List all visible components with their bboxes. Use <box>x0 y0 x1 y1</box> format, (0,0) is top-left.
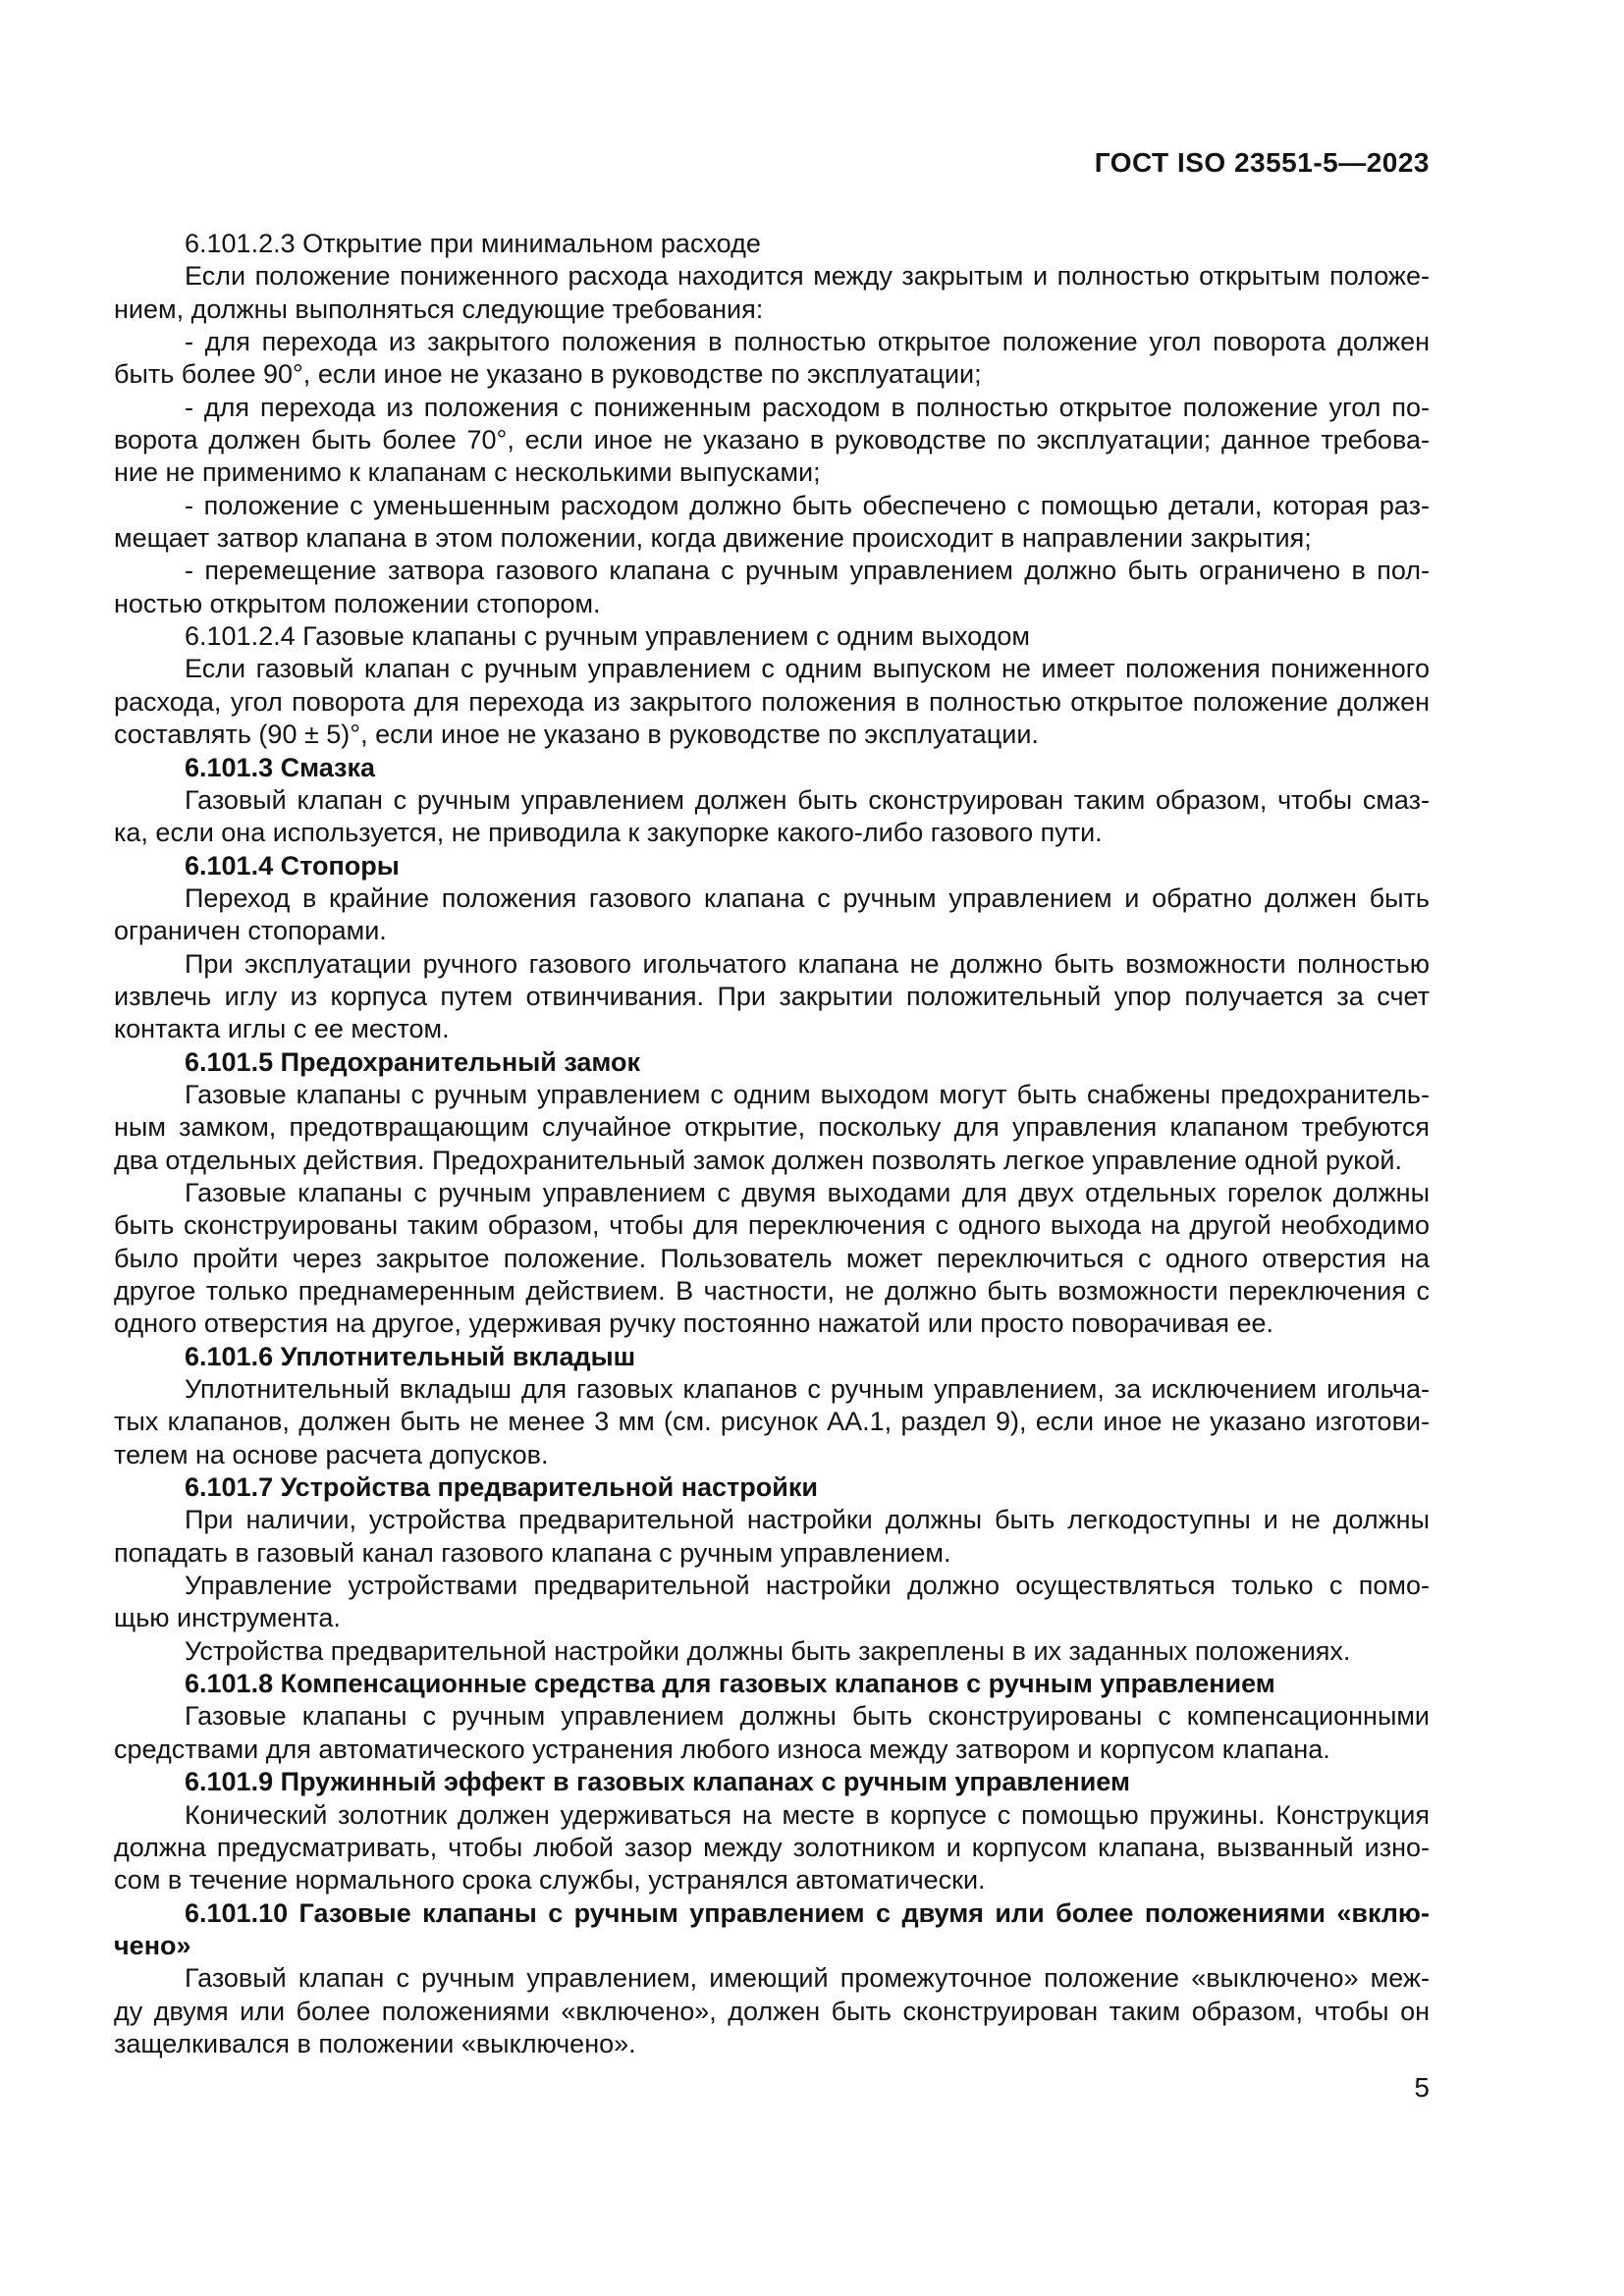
text-line: Уплотнительный вкладыш для газовых клапанов с ручным управлением, за исключением игольча- <box>185 1374 1430 1405</box>
text-line: составлять (90 ± 5)°, если иное не указано в руководстве по эксплуатации. <box>114 720 1039 750</box>
text-line: было пройти через закрытое положение. Пользователь может переключиться с одного отверстия на <box>114 1243 1430 1273</box>
document-body <box>114 228 1430 2060</box>
text-line: попадать в газовый канал газового клапана с ручным управлением. <box>114 1537 951 1568</box>
clause-heading: 6.101.2.3 Открытие при минимальном расходе <box>185 229 761 258</box>
text-line: Управление устройствами предварительной настройки должно осуществляться только с помо- <box>185 1571 1430 1601</box>
text-line: защелкивался в положении «выключено». <box>114 2028 636 2058</box>
text-line: телем на основе расчета допусков. <box>114 1439 549 1469</box>
text-line: другое только преднамеренным действием. В частности, не должно быть возможности переключения с <box>114 1276 1430 1306</box>
page-number: 5 <box>1414 2072 1430 2103</box>
text-line: нием, должны выполняться следующие требования: <box>114 294 764 324</box>
clause-heading: 6.101.4 Стопоры <box>185 850 400 881</box>
clause-heading: 6.101.8 Компенсационные средства для газовых клапанов с ручным управлением <box>185 1669 1275 1699</box>
text-line: ограничен стопорами. <box>114 916 387 946</box>
text-line: ка, если она используется, не приводила к закупорке какого-либо газового пути. <box>114 818 1103 848</box>
text-line: Газовые клапаны с ручным управлением с одним выходом могут быть снабжены предохранитель- <box>185 1079 1430 1109</box>
text-line: ние не применимо к клапанам с несколькими выпусками; <box>114 457 821 488</box>
clause-heading: 6.101.2.4 Газовые клапаны с ручным управлением с одним выходом <box>185 621 1030 652</box>
text-line: - положение с уменьшенным расходом должно быть обеспечено с помощью детали, которая раз- <box>185 490 1430 520</box>
clause-heading: 6.101.3 Смазка <box>185 752 375 782</box>
text-line: тых клапанов, должен быть не менее 3 мм (см. рисунок АА.1, раздел 9), если иное не указано изготови- <box>114 1407 1430 1437</box>
clause-heading: 6.101.9 Пружинный эффект в газовых клапанах с ручным управлением <box>185 1767 1130 1797</box>
text-line: расхода, угол поворота для перехода из закрытого положения в полностью открытое положение должен <box>114 686 1430 717</box>
text-line: быть сконструированы таким образом, чтобы для переключения с одного выхода на другой необходимо <box>114 1210 1430 1241</box>
clause-heading: 6.101.10 Газовые клапаны с ручным управлением с двумя или более положениями «вклю- <box>185 1897 1430 1928</box>
clause-heading: 6.101.6 Уплотнительный вкладыш <box>185 1341 636 1371</box>
text-line: - перемещение затвора газового клапана с ручным управлением должно быть ограничено в пол- <box>185 556 1430 586</box>
text-line: извлечь иглу из корпуса путем отвинчивания. При закрытии положительный упор получается за счет <box>114 981 1430 1011</box>
text-line: Конический золотник должен удерживаться на месте в корпусе с помощью пружины. Конструкция <box>185 1799 1430 1830</box>
text-line: Газовые клапаны с ручным управлением с двумя выходами для двух отдельных горелок должны <box>185 1177 1430 1207</box>
text-line: ворота должен быть более 70°, если иное не указано в руководстве по эксплуатации; данное требова- <box>114 425 1430 455</box>
clause-heading: чено» <box>114 1930 191 1960</box>
text-line: Если газовый клапан с ручным управлением с одним выпуском не имеет положения пониженного <box>185 654 1430 684</box>
text-line: одного отверстия на другое, удерживая ручку постоянно нажатой или просто поворачивая ее. <box>114 1308 1273 1339</box>
text-line: Газовые клапаны с ручным управлением должны быть сконструированы с компенсационными <box>185 1701 1430 1732</box>
text-line: Газовый клапан с ручным управлением, имеющий промежуточное положение «выключено» меж- <box>185 1963 1430 1994</box>
text-line: сом в течение нормального срока службы, устранялся автоматически. <box>114 1865 986 1896</box>
clause-heading: 6.101.7 Устройства предварительной настройки <box>185 1472 818 1503</box>
text-line: ностью открытом положении стопором. <box>114 588 601 618</box>
text-line: быть более 90°, если иное не указано в руководстве по эксплуатации; <box>114 359 982 390</box>
text-line: должна предусматривать, чтобы любой зазор между золотником и корпусом клапана, вызванный изно- <box>114 1832 1430 1862</box>
text-line: Переход в крайние положения газового клапана с ручным управлением и обратно должен быть <box>185 882 1430 913</box>
text-line: ду двумя или более положениями «включено», должен быть сконструирован таким образом, чтобы он <box>114 1996 1430 2026</box>
text-line: Если положение пониженного расхода находится между закрытым и полностью открытым положе- <box>185 261 1430 292</box>
text-line: При эксплуатации ручного газового игольчатого клапана не должно быть возможности полностью <box>185 948 1430 979</box>
running-header: ГОСТ ISO 23551-5—2023 <box>1094 147 1430 178</box>
text-line: средствами для автоматического устранения любого износа между затвором и корпусом клапана. <box>114 1734 1330 1764</box>
text-line: щью инструмента. <box>114 1603 341 1633</box>
text-line: ным замком, предотвращающим случайное открытие, поскольку для управления клапаном требуются <box>114 1112 1430 1143</box>
clause-heading: 6.101.5 Предохранительный замок <box>185 1046 641 1077</box>
text-line: При наличии, устройства предварительной настройки должны быть легкодоступны и не должны <box>185 1505 1430 1535</box>
text-line: мещает затвор клапана в этом положении, когда движение происходит в направлении закрытия; <box>114 523 1312 554</box>
text-line: - для перехода из закрытого положения в полностью открытое положение угол поворота должен <box>185 327 1430 357</box>
text-line: Газовый клапан с ручным управлением должен быть сконструирован таким образом, чтобы смаз- <box>185 784 1430 815</box>
text-line: два отдельных действия. Предохранительный замок должен позволять легкое управление одной рукой. <box>114 1145 1402 1175</box>
text-line: контакта иглы с ее местом. <box>114 1014 450 1044</box>
text-line: Устройства предварительной настройки должны быть закреплены в их заданных положениях. <box>185 1635 1351 1666</box>
text-line: - для перехода из положения с пониженным расходом в полностью открытое положение угол по- <box>185 392 1430 422</box>
